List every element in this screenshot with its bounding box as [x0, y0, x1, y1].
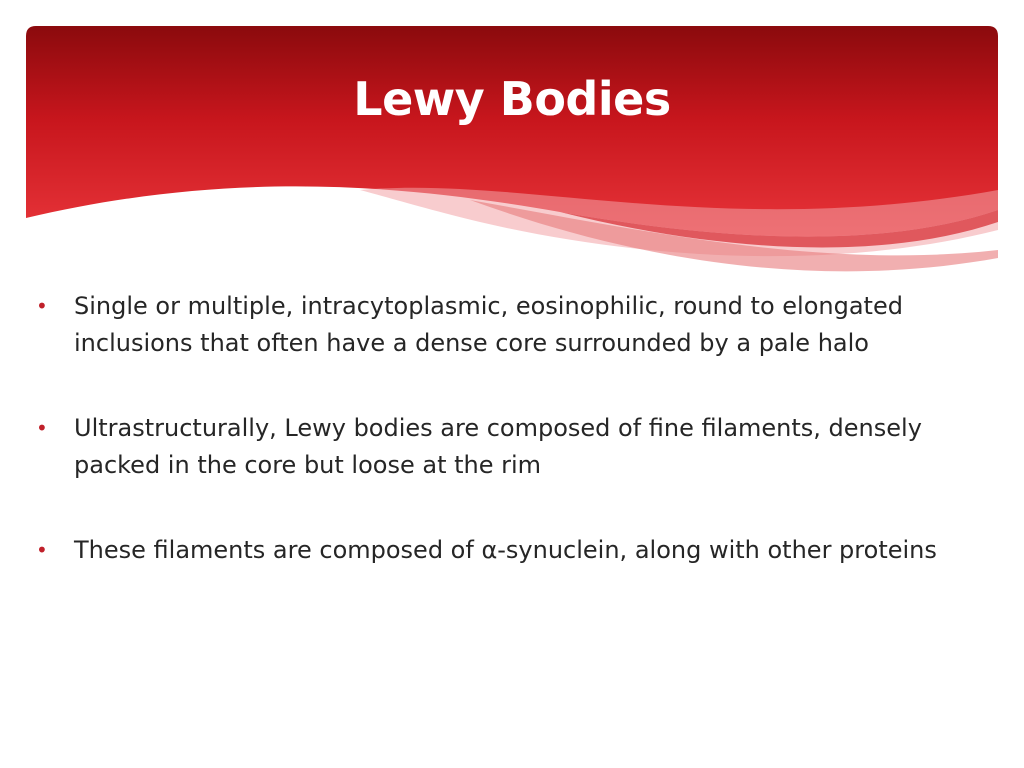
bullet-icon: • — [36, 538, 48, 562]
banner-wave-graphic — [0, 0, 1024, 300]
bullet-item — [34, 288, 994, 362]
bullet-item — [34, 410, 994, 484]
bullet-icon: • — [36, 294, 48, 318]
bullet-text: Single or multiple, intracytoplasmic, eosinophilic, round to elongated inclusions that often have a dense core surrounded by a pale halo — [74, 292, 903, 357]
bullet-item — [34, 532, 994, 569]
bullet-icon: • — [36, 416, 48, 440]
title-banner — [0, 0, 1024, 300]
slide-title: Lewy Bodies — [353, 72, 671, 126]
bullet-list — [34, 288, 994, 617]
bullet-text: Ultrastructurally, Lewy bodies are composed of fine filaments, densely packed in the core but loose at the rim — [74, 414, 922, 479]
bullet-text: These filaments are composed of α-synuclein, along with other proteins — [74, 536, 937, 564]
